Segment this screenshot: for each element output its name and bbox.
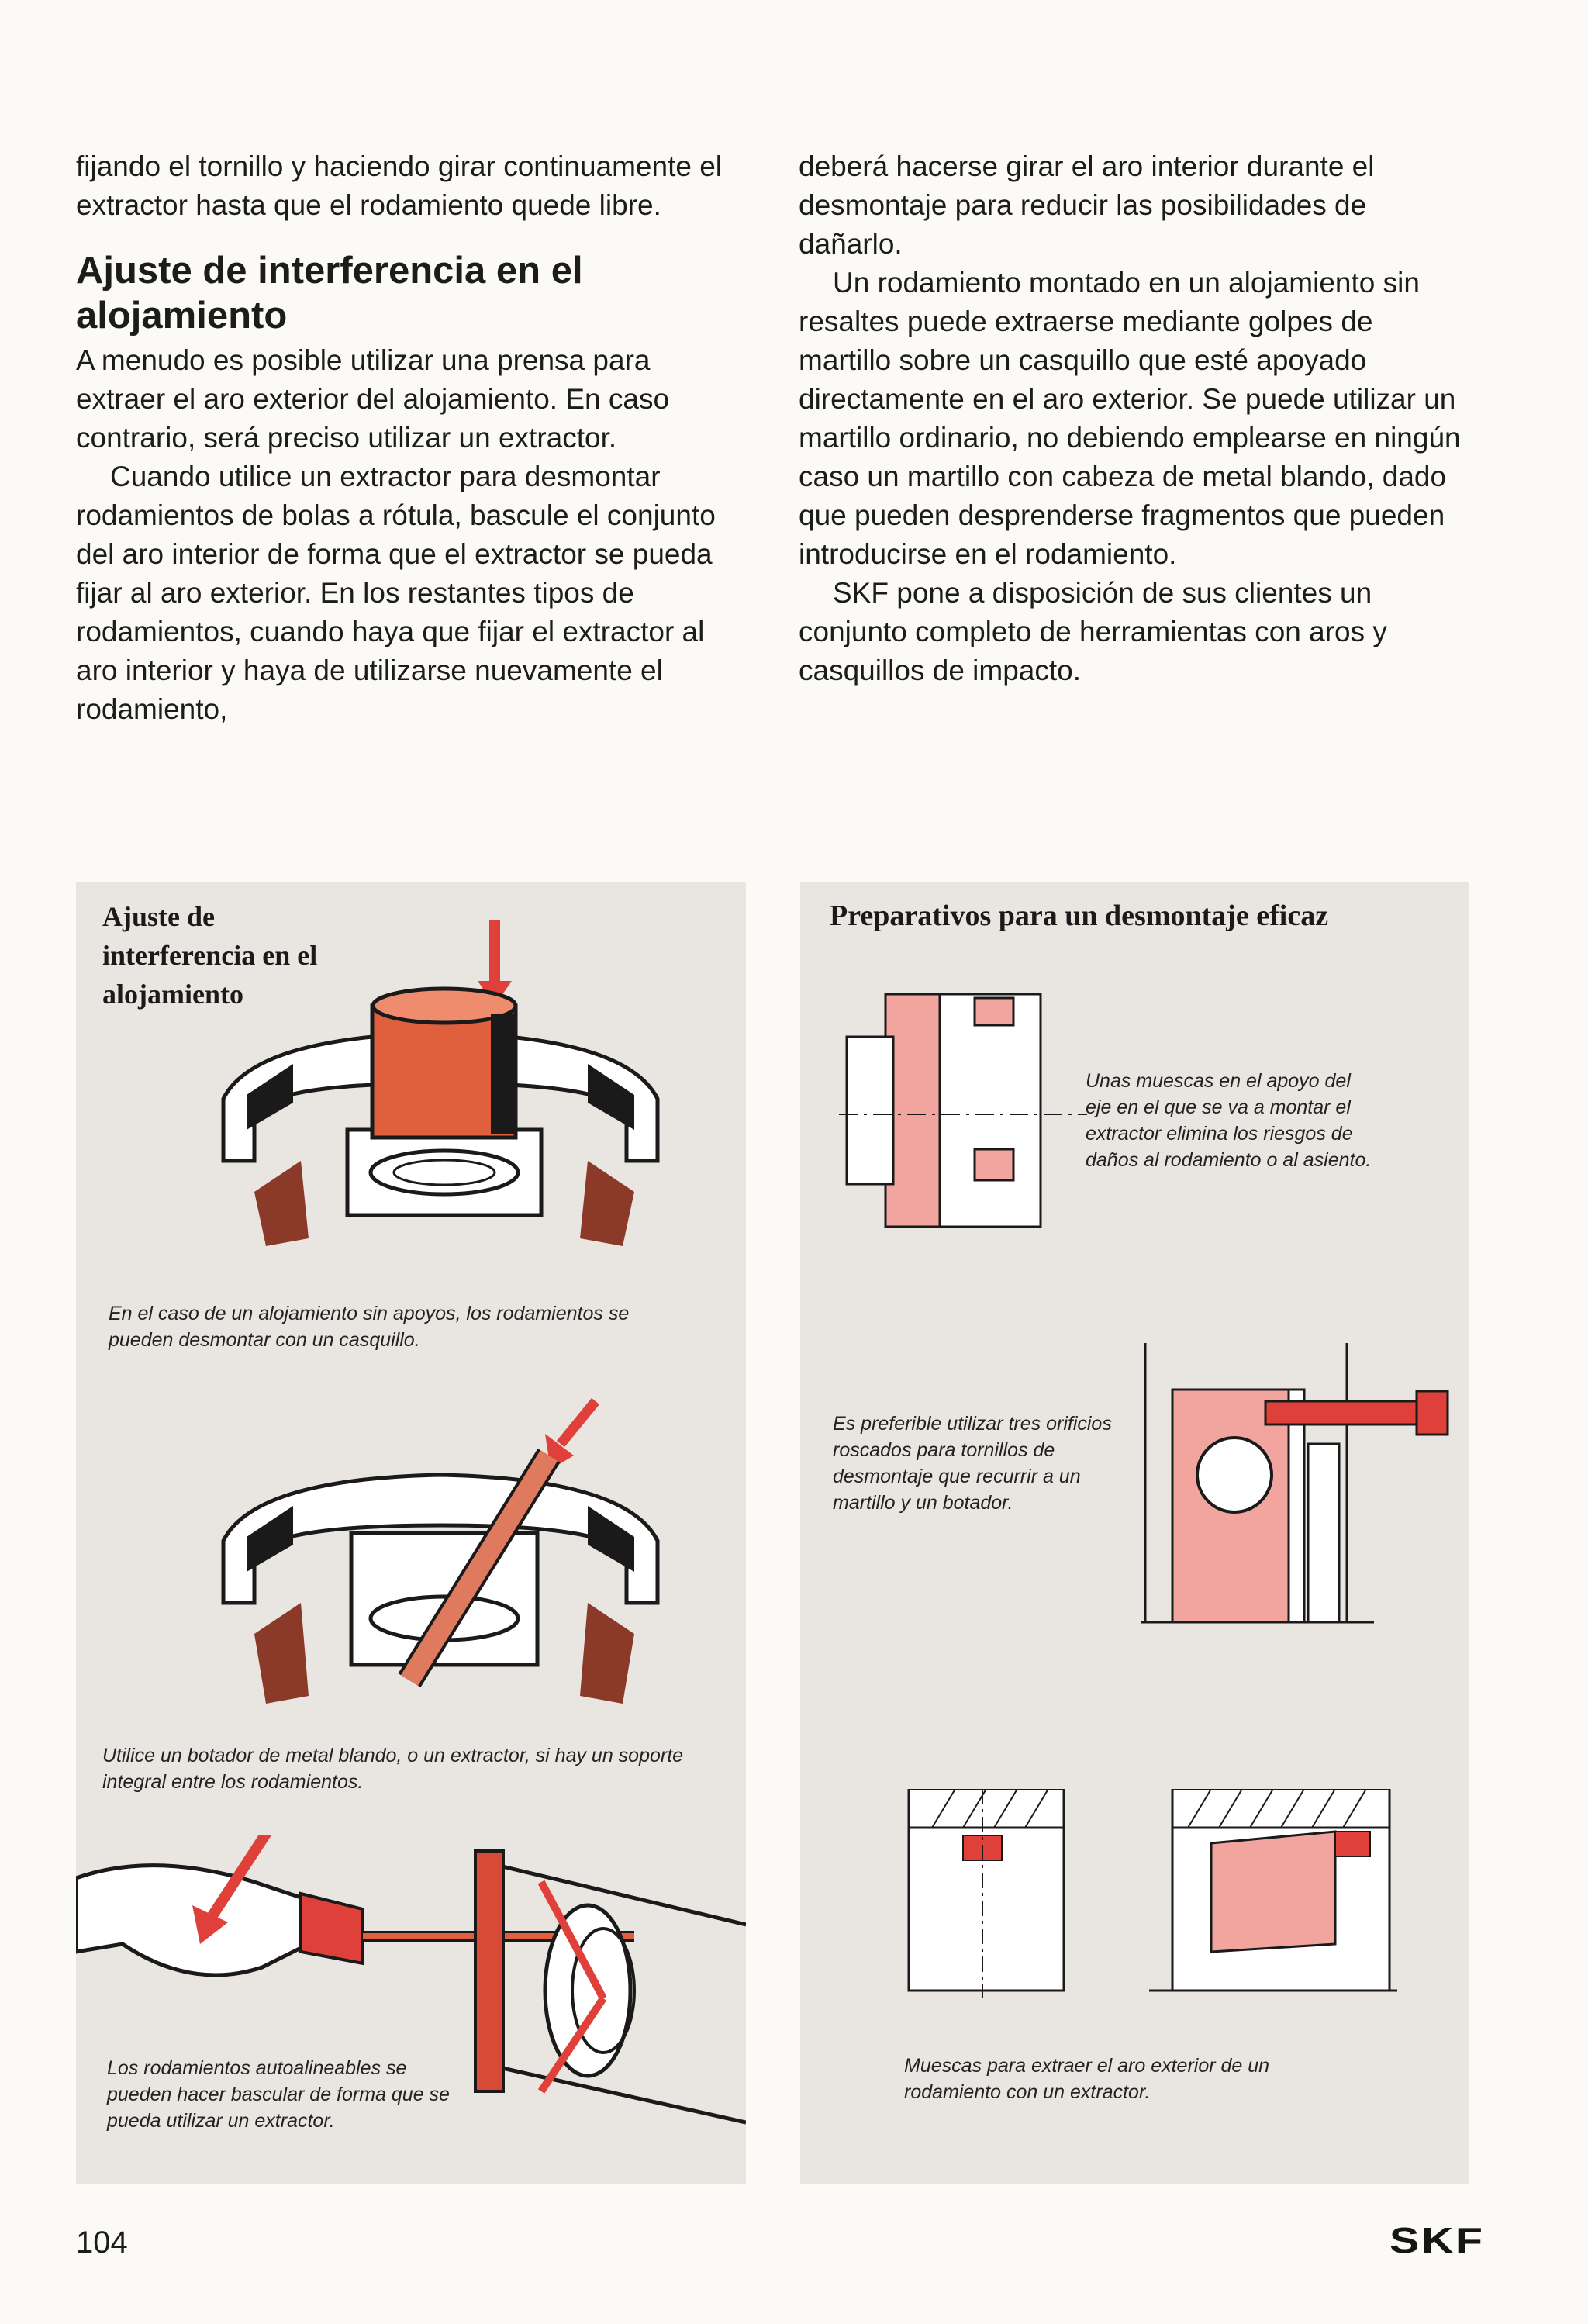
paragraph: deberá hacerse girar el aro interior durante el desmontaje para reducir las posibilidades de dañarlo. (799, 150, 1375, 260)
illustration-panel-left (76, 882, 746, 2184)
housing-notch-illustration (901, 1789, 1397, 1998)
skf-logo: SKF (1390, 2220, 1485, 2260)
paragraph: SKF pone a disposición de sus clientes un conjunto completo de herramientas con aros y casquillos de impacto. (799, 577, 1387, 686)
shaft-notch-illustration (839, 990, 1087, 1246)
paragraph: A menudo es posible utilizar una prensa para extraer el aro exterior del alojamiento. En caso contrario, será preciso utilizar un extractor. (76, 344, 670, 454)
housing-sleeve-illustration (192, 897, 689, 1262)
intro-paragraph: fijando el tornillo y haciendo girar continuamente el extractor hasta que el rodamiento quede libre. (76, 150, 723, 221)
illustration-caption: Unas muescas en el apoyo del eje en el que se va a montar el extractor elimina los riesgos de daños al rodamiento o al asiento. (1086, 1070, 1372, 1171)
illustration-panel-right (800, 882, 1469, 2184)
drift-punch-illustration (192, 1386, 689, 1742)
illustration-caption: Utilice un botador de metal blando, o un extractor, si hay un soporte integral entre los rodamientos. (102, 1745, 684, 1793)
page-number: 104 (76, 2226, 128, 2260)
panel-title: Preparativos para un desmontaje eficaz (830, 900, 1329, 932)
illustration-caption: Muescas para extraer el aro exterior de un rodamiento con un extractor. (904, 2055, 1270, 2103)
text-column-right (799, 147, 1467, 690)
illustration-caption: En el caso de un alojamiento sin apoyos, los rodamientos se pueden desmontar con un casquillo. (109, 1303, 630, 1351)
paragraph: Un rodamiento montado en un alojamiento sin resaltes puede extraerse mediante golpes de martillo sobre un casquillo que esté apoyado directamente en el aro exterior. Se puede utilizar un martillo ordinario, no debiendo emplearse en ningún caso un martillo con cabeza de metal blando, dado que pueden desprenderse fragmentos que pueden introducirse en el rodamiento. (799, 267, 1461, 570)
text-column-left (76, 147, 744, 729)
section-heading: Ajuste de interferencia en el alojamiento (76, 250, 583, 337)
threaded-hole-illustration (1141, 1343, 1459, 1630)
paragraph: Cuando utilice un extractor para desmontar rodamientos de bolas a rótula, bascule el conjunto del aro interior de forma que el extractor se pueda fijar al aro exterior. En los restantes tipos de rodamientos, cuando haya que fijar el extractor al aro interior y haya de utilizarse nuevamente el rodamiento, (76, 461, 716, 725)
illustration-caption: Es preferible utilizar tres orificios roscados para tornillos de desmontaje que recurrir a un martillo y un botador. (833, 1413, 1112, 1514)
illustration-caption: Los rodamientos autoalineables se pueden hacer bascular de forma que se pueda utilizar un extractor. (107, 2057, 450, 2132)
panel-title: Ajuste de interferencia en el alojamiento (102, 901, 318, 1010)
